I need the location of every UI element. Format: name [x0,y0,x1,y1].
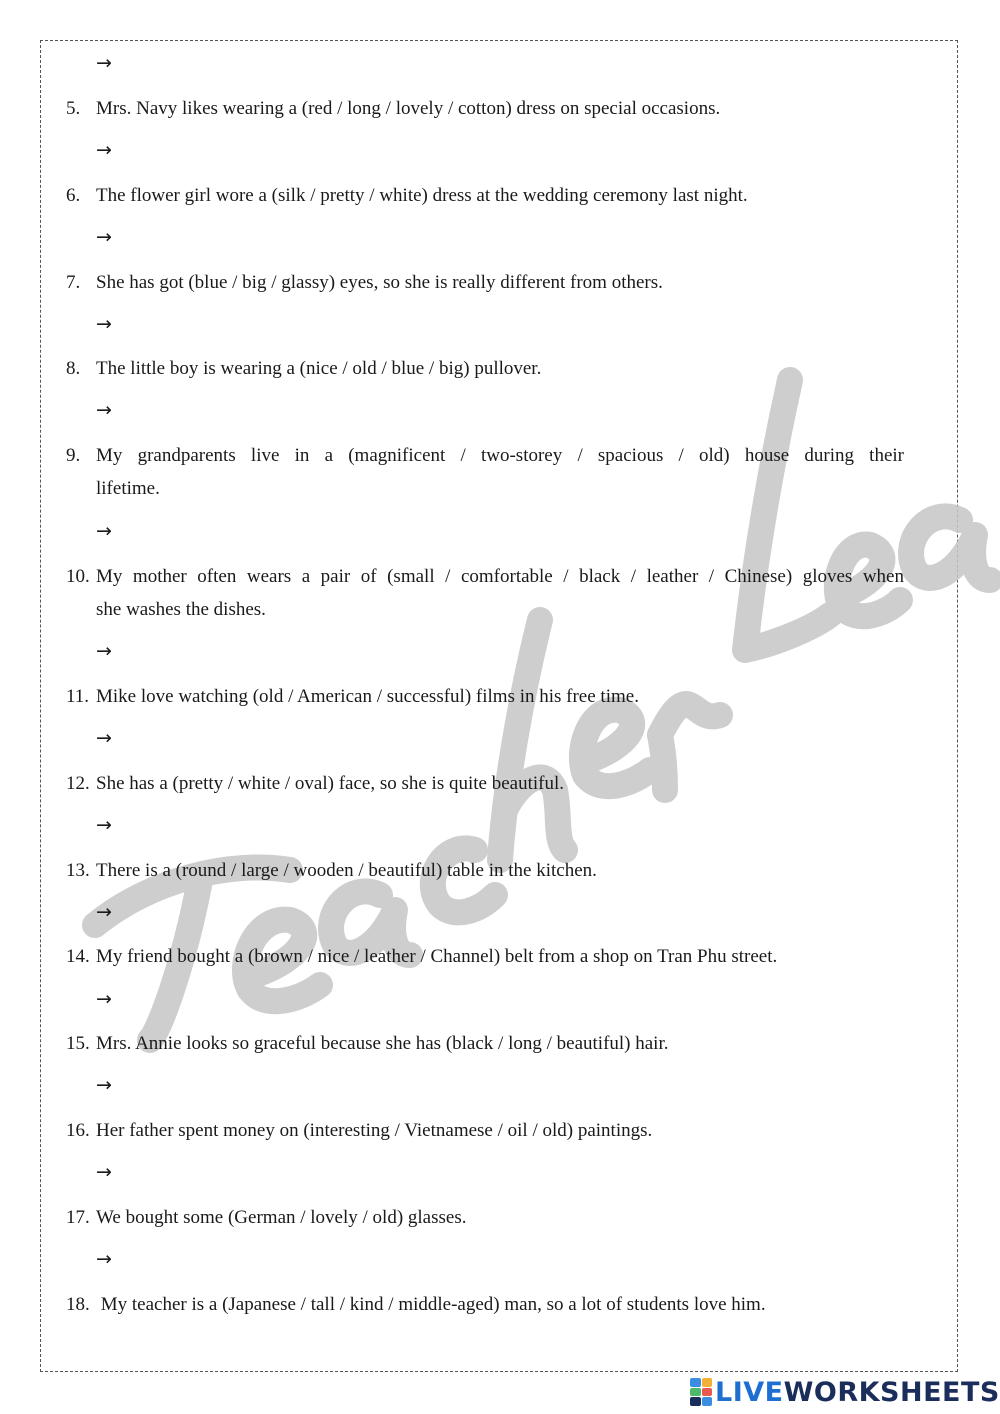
question-text: The little boy is wearing a (nice / old / blue / big) pullover. [96,358,542,379]
answer-arrow[interactable]: → [96,399,112,421]
question-number: 14. [66,946,90,967]
liveworksheets-logo-icon [690,1378,712,1406]
question-text-continued: lifetime. [96,478,160,499]
question-number: 13. [66,860,90,881]
answer-arrow: → [96,52,112,74]
answer-arrow[interactable]: → [96,520,112,542]
answer-arrow[interactable]: → [96,313,112,335]
question-text: Mrs. Annie looks so graceful because she has (black / long / beautiful) hair. [96,1033,669,1054]
question-number: 7. [66,272,81,293]
answer-arrow[interactable]: → [96,1248,112,1270]
answer-arrow[interactable]: → [96,640,112,662]
question-number: 8. [66,358,81,379]
question-text: She has got (blue / big / glassy) eyes, so she is really different from others. [96,272,663,293]
question-number: 18. [66,1294,90,1315]
question-text: My teacher is a (Japanese / tall / kind / middle-aged) man, so a lot of students love him. [96,1294,766,1315]
question-number: 15. [66,1033,90,1054]
logo-text-worksheets: WORKSHEETS [783,1376,1000,1408]
answer-arrow[interactable]: → [96,139,112,161]
question-text: My grandparents live in a (magnificent / two-storey / spacious / old) house during their [96,445,904,466]
answer-arrow[interactable]: → [96,901,112,923]
answer-arrow[interactable]: → [96,814,112,836]
question-text: My mother often wears a pair of (small / comfortable / black / leather / Chinese) gloves when [96,566,904,587]
question-text: There is a (round / large / wooden / beautiful) table in the kitchen. [96,860,597,881]
liveworksheets-logo [690,1376,1000,1408]
question-text: Mike love watching (old / American / successful) films in his free time. [96,686,639,707]
question-text: She has a (pretty / white / oval) face, so she is quite beautiful. [96,773,565,794]
answer-arrow[interactable]: → [96,988,112,1010]
question-text: My friend bought a (brown / nice / leather / Channel) belt from a shop on Tran Phu street. [96,946,778,967]
question-text: Her father spent money on (interesting / Vietnamese / oil / old) paintings. [96,1120,653,1141]
question-number: 9. [66,445,81,466]
answer-arrow[interactable]: → [96,1074,112,1096]
question-text: We bought some (German / lovely / old) glasses. [96,1207,467,1228]
question-number: 11. [66,686,90,707]
question-text-continued: she washes the dishes. [96,599,266,620]
logo-text-live: LIVE [715,1376,784,1408]
answer-arrow[interactable]: → [96,1161,112,1183]
answer-arrow[interactable]: → [96,727,112,749]
question-number: 16. [66,1120,90,1141]
question-number: 12. [66,773,90,794]
question-text: Mrs. Navy likes wearing a (red / long / lovely / cotton) dress on special occasions. [96,98,721,119]
question-number: 17. [66,1207,90,1228]
answer-arrow[interactable]: → [96,226,112,248]
question-number: 6. [66,185,81,206]
question-number: 5. [66,98,81,119]
question-text: The flower girl wore a (silk / pretty / white) dress at the wedding ceremony last night. [96,185,748,206]
question-number: 10. [66,566,90,587]
